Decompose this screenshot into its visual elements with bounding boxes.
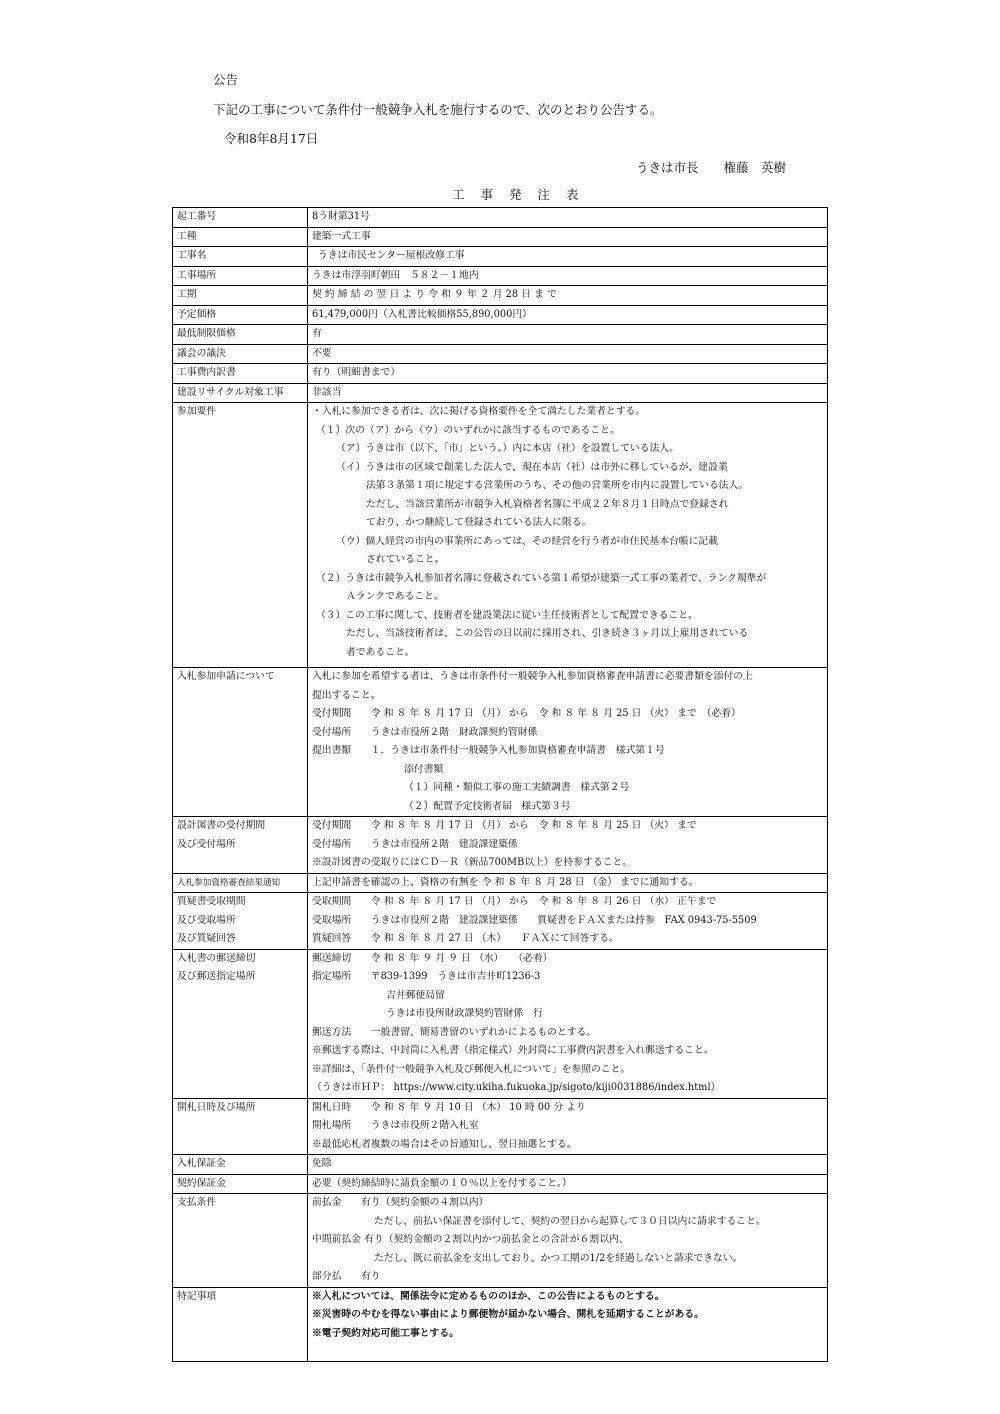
value-line: ※郵送する際は、中封筒に入札書（指定様式）外封筒に工事費内訳書を入れ郵送すること。	[312, 1045, 714, 1056]
table-row	[173, 873, 828, 893]
value-line: うきは市浮羽町朝田 ５８２－１地内	[312, 269, 479, 281]
table-row	[173, 1194, 828, 1288]
table-row	[173, 668, 828, 817]
row-label: 建設リサイクル対象工事	[173, 383, 308, 403]
value-line: 中間前払金 有り（契約金額の２割以内かつ前払金との合計が６割以内、	[312, 1234, 629, 1245]
row-value	[308, 266, 828, 286]
notice-date: 令和8年8月17日	[224, 131, 319, 146]
label-line: 及び受付場所	[177, 838, 236, 850]
value-line: 受付場所 うきは市役所２階 財政課契約管財係	[312, 726, 538, 738]
value-line: 受取場所 うきは市役所２階 建設課建築係 質疑書をＦＡＸまたは持参 FAX 0943-75-5509	[312, 914, 757, 926]
value-line: 不要	[312, 347, 332, 359]
notice-issuer: うきは市長 権藤 英樹	[636, 160, 787, 175]
row-value	[308, 247, 828, 267]
row-value	[308, 383, 828, 403]
value-line: 建築一式工事	[312, 230, 371, 242]
value-line: （イ）うきは市の区域で創業した法人で、現在本店（社）は市外に移しているが、建設業	[336, 461, 728, 473]
value-line: 郵送締切 令 和 ８ 年 ９ 月 ９ 日 （水） （必着）	[312, 952, 553, 964]
value-line: 非該当	[312, 386, 342, 398]
row-value	[308, 208, 828, 228]
row-value	[308, 344, 828, 364]
row-value	[308, 817, 828, 874]
row-value	[308, 1194, 828, 1288]
value-line: （ア）うきは市（以下、「市」という。）内に本店（社）を設置している法人。	[336, 443, 679, 454]
value-line: されていること。	[366, 554, 445, 565]
table-row	[173, 893, 828, 950]
value-line: ※最低応札者複数の場合はその旨通知し、翌日抽選とする。	[312, 1138, 577, 1150]
row-value	[308, 949, 828, 1098]
row-value	[308, 1098, 828, 1155]
row-label: 契約保証金	[173, 1174, 308, 1194]
value-line: ※電子契約対応可能工事とする。	[312, 1327, 459, 1339]
value-line: 受付期間 令 和 ８ 年 ８ 月 17 日 （月） から 令 和 ８ 年 ８ 月 25 日 （火） まで	[312, 820, 697, 831]
row-label: 参加要件	[173, 403, 308, 668]
value-line: うきは市役所財政課契約管財係 行	[386, 1008, 543, 1019]
value-line: 有り（明細書まで）	[312, 367, 401, 378]
label-line: 及び質疑回答	[177, 933, 236, 944]
value-line: 入札に参加を希望する者は、うきは市条件付一般競争入札参加資格審査申請書に必要書類を添付の上	[312, 671, 753, 682]
value-line: （ウ）個人経営の市内の事業所にあっては、その経営を行う者が市住民基本台帳に記載	[336, 535, 718, 547]
label-line: 入札書の郵送締切	[177, 952, 256, 964]
row-label: 最低制限価格	[173, 325, 308, 345]
value-line: 開札場所 うきは市役所２階入札室	[312, 1120, 479, 1131]
label-line: 設計図書の受付期間	[177, 820, 266, 831]
table-row	[173, 325, 828, 345]
table-row	[173, 286, 828, 306]
value-line: （３）この工事に関して、技術者を建設業法に従い主任技術者として配置できること。	[316, 609, 698, 621]
value-line: 提出すること。	[312, 689, 381, 701]
value-line: うきは市民センター屋根改修工事	[318, 250, 465, 261]
row-value	[308, 873, 828, 893]
value-line: （１）同種・類似工事の施工実績調書 様式第２号	[404, 782, 630, 793]
row-label: 工期	[173, 286, 308, 306]
value-line: 者であること。	[346, 646, 415, 658]
label-line: 及び受取場所	[177, 914, 236, 926]
value-line: ※詳細は、「条件付一般競争入札及び郵便入札について」を参照のこと。	[312, 1063, 631, 1075]
value-line: 指定場所 〒839-1399 うきは市吉井町1236-3	[312, 971, 541, 982]
table-row	[173, 1155, 828, 1175]
table-row	[173, 949, 828, 1098]
table-row	[173, 383, 828, 403]
row-value	[308, 1287, 828, 1361]
row-label: 工事費内訳書	[173, 364, 308, 384]
value-line: 免除	[312, 1158, 332, 1169]
table-row	[173, 1287, 828, 1361]
table-row	[173, 227, 828, 247]
value-line: 61,479,000円（入札書比較価格55,890,000円）	[312, 308, 532, 320]
row-label: 開札日時及び場所	[173, 1098, 308, 1155]
row-label: 工事名	[173, 247, 308, 267]
row-label: 議会の議決	[173, 344, 308, 364]
value-line: 受取期間 令 和 ８ 年 ８ 月 17 日 （月） から 令 和 ８ 年 ８ 月 26 日 （水） 正午まで	[312, 896, 717, 907]
row-value	[308, 305, 828, 325]
label-line: 質疑書受取期間	[177, 896, 246, 907]
value-line: （２）配置予定技術者届 様式第３号	[404, 800, 571, 812]
table-row	[173, 344, 828, 364]
row-label: 工種	[173, 227, 308, 247]
label-line: 及び郵送指定場所	[177, 971, 256, 982]
table-row	[173, 247, 828, 267]
row-value	[308, 286, 828, 306]
value-line: 8う財第31号	[312, 211, 370, 222]
notice-intro: 下記の工事について条件付一般競争入札を施行するので、次のとおり公告する。	[213, 102, 663, 117]
value-line: 前払金 有り（契約金額の４割以内）	[312, 1197, 489, 1208]
value-line: 必要（契約締結時に請負金額の１０％以上を付すること。）	[312, 1177, 572, 1189]
value-line: 郵送方法 一般書留、簡易書留のいずれかによるものとする。	[312, 1026, 597, 1038]
value-line: 上記申請書を確認の上、資格の有無を 令 和 ８ 年 ８ 月 28 日 （金） までに通知する。	[312, 876, 699, 888]
value-line: ※災害時のやむを得ない事由により郵便物が届かない場合、開札を延期することがある。	[312, 1309, 704, 1320]
value-line: ※設計図書の受取りにはＣＤ－Ｒ（新品700MB以上）を持参すること。	[312, 857, 633, 868]
row-value	[308, 227, 828, 247]
row-value	[308, 403, 828, 668]
value-line: 部分払 有り	[312, 1271, 381, 1282]
value-line: ただし、当該営業所が市競争入札資格者名簿に平成２２年８月１日時点で登録され	[366, 498, 729, 510]
row-label: 入札参加資格審査結果通知	[173, 873, 308, 893]
row-value	[308, 364, 828, 384]
row-value	[308, 325, 828, 345]
value-line: 吉井郵便局留	[386, 989, 445, 1001]
value-line: 受付場所 うきは市役所２階 建設課建築係	[312, 838, 518, 850]
table-row	[173, 364, 828, 384]
table-row	[173, 1098, 828, 1155]
table-row	[173, 1174, 828, 1194]
row-value	[308, 668, 828, 817]
value-line: 有	[312, 328, 322, 339]
row-value	[308, 1174, 828, 1194]
table-title: 工 事 発 注 表	[452, 187, 585, 202]
value-line: ※入札については、関係法令に定めるもののほか、この公告によるものとする。	[312, 1290, 665, 1302]
row-value	[308, 893, 828, 950]
row-label	[173, 817, 308, 874]
row-value	[308, 1155, 828, 1175]
value-line: ただし、当該技術者は、この公告の日以前に採用され、引き続き３ヶ月以上雇用されている	[346, 628, 749, 639]
value-line: （２）うきは市競争入札参加者名簿に登載されている第１希望が建築一式工事の業者で、ランク規準が	[316, 572, 767, 584]
value-line: 受付期間 令 和 ８ 年 ８ 月 17 日 （月） から 令 和 ８ 年 ８ 月 25 日 （火） まで （必着）	[312, 708, 741, 719]
value-line: ており、かつ継続して登録されている法人に限る。	[366, 517, 592, 528]
row-label	[173, 893, 308, 950]
row-label: 入札保証金	[173, 1155, 308, 1175]
value-line: ただし、前払い保証書を添付して、契約の翌日から起算して３０日以内に請求すること。	[374, 1215, 766, 1227]
value-line: （１）次の（ア）から（ウ）のいずれかに該当するものであること。	[316, 424, 620, 436]
value-line: Ａランクであること。	[346, 591, 444, 602]
value-line: 開札日時 令 和 ８ 年 ９ 月 10 日 （木） 10 時 00 分 より	[312, 1101, 586, 1113]
table-row	[173, 208, 828, 228]
value-line: 法第３条第１項に規定する営業所のうち、その他の営業所を市内に設置している法人。	[366, 480, 749, 491]
table-row	[173, 266, 828, 286]
value-line: ・入札に参加できる者は、次に掲げる資格要件を全て満たした業者とする。	[312, 406, 646, 417]
table-row	[173, 817, 828, 874]
value-line: 添付書類	[404, 763, 444, 775]
row-label: 工事場所	[173, 266, 308, 286]
row-label	[173, 949, 308, 1098]
table-row	[173, 403, 828, 668]
value-line: 質疑回答 令 和 ８ 年 ８ 月 27 日 （木） ＦＡＸにて回答する。	[312, 933, 619, 944]
row-label: 特記事項	[173, 1287, 308, 1361]
table-row	[173, 305, 828, 325]
value-line: 契 約 締 結 の 翌 日 よ り 令 和 ９ 年 ２ 月 28 日 ま で	[312, 289, 557, 300]
value-line: 提出書類 １．うきは市条件付一般競争入札参加資格審査申請書 様式第１号	[312, 745, 665, 756]
value-line: （うきは市ＨＰ： https://www.city.ukiha.fukuoka.jp/sigoto/kiji0031886/index.html）	[312, 1082, 721, 1093]
row-label: 起工番号	[173, 208, 308, 228]
order-table	[172, 207, 828, 1362]
row-label: 予定価格	[173, 305, 308, 325]
row-label: 支払条件	[173, 1194, 308, 1288]
value-line: ただし、既に前払金を支出しており、かつ工期の1/2を経過しないと請求できない。	[374, 1252, 743, 1264]
notice-title: 公告	[213, 72, 239, 87]
row-label: 入札参加申請について	[173, 668, 308, 817]
